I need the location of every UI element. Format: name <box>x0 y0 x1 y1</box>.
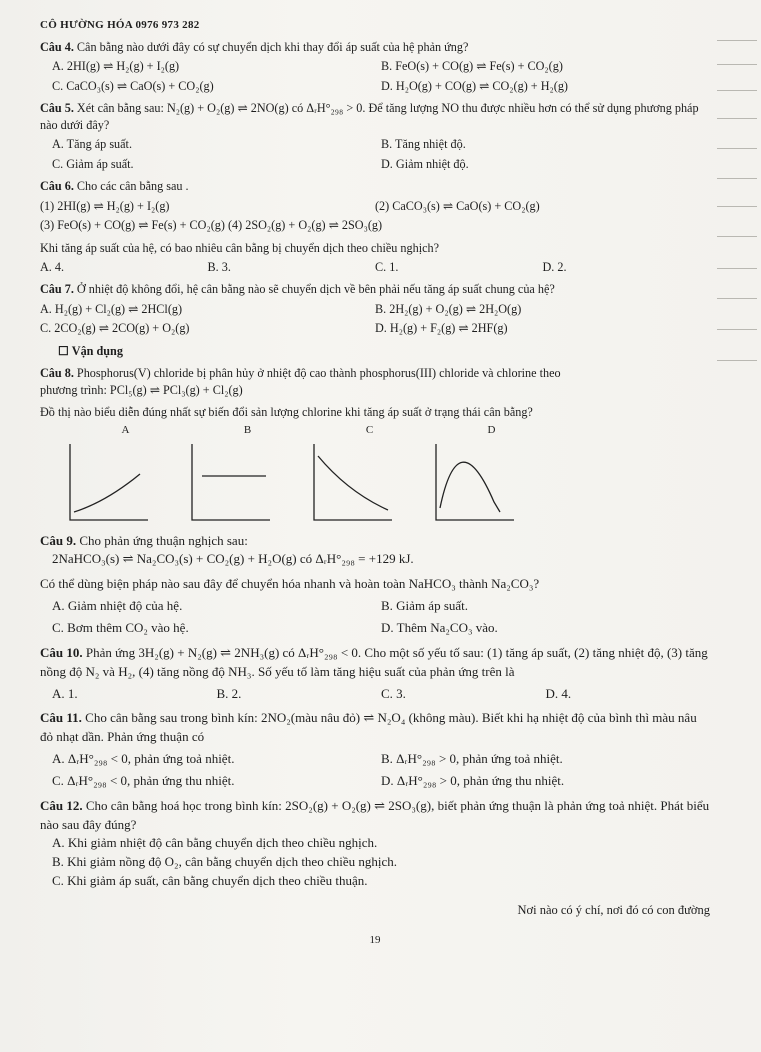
header-teacher: CÔ HƯỜNG HÓA 0976 973 282 <box>40 19 200 31</box>
question-5-options-row-2 <box>40 156 710 172</box>
question-7 <box>40 281 710 297</box>
question-text: Phosphorus(V) chloride bị phân hủy ở nhiệt độ cao thành phosphorus(III) chloride và chlorine theo <box>76 366 561 381</box>
question-10 <box>40 644 710 682</box>
option-d[interactable]: D. H₂(g) + F₂(g) ⇌ 2HF(g) <box>375 321 508 336</box>
option-c[interactable]: C. 2CO₂(g) ⇌ 2CO(g) + O₂(g) <box>40 321 190 336</box>
option-d[interactable]: D. 2. <box>542 260 567 274</box>
option-a[interactable]: A. 4. <box>40 260 65 274</box>
option-a[interactable]: A. Khi giảm nhiệt độ cân bằng chuyển dịch theo chiều nghịch. <box>52 835 378 851</box>
graph-a[interactable] <box>68 423 183 522</box>
question-text: Cho cân bằng hoá học trong bình kín: 2SO₂(g) + O₂(g) ⇌ 2SO₃(g), biết phản ứng thuận là phản ứng toả nhiệt. Phát biểu nào sau đây đúng? <box>40 797 710 832</box>
question-text: Ở nhiệt độ không đổi, hệ cân bằng nào sẽ chuyển dịch về bên phải nếu tăng áp suất chung của hệ? <box>76 282 555 297</box>
option-b[interactable]: B. 2H₂(g) + O₂(g) ⇌ 2H₂O(g) <box>375 301 522 316</box>
question-text: Cho các cân bằng sau . <box>76 179 189 194</box>
graph-label: C <box>365 423 374 436</box>
option-d[interactable]: D. ΔᵣH°₂₉₈ > 0, phản ứng thu nhiệt. <box>381 772 565 788</box>
option-b[interactable]: B. Khi giảm nồng độ O₂, cân bằng chuyển dịch theo chiều nghịch. <box>52 854 397 870</box>
document-content <box>40 18 710 949</box>
option-b[interactable]: B. 3. <box>207 260 231 274</box>
option-d[interactable]: D. Thêm Na₂CO₃ vào. <box>381 619 498 635</box>
question-8-equation: phương trình: PCl₅(g) ⇌ PCl₃(g) + Cl₂(g) <box>40 382 243 397</box>
question-4 <box>40 39 710 55</box>
question-7-options-row-1 <box>40 301 710 317</box>
option-a[interactable]: A. Tăng áp suất. <box>52 137 132 152</box>
graph-label: A <box>121 423 130 436</box>
option-a[interactable]: A. 1. <box>52 685 78 701</box>
section-heading <box>40 343 710 359</box>
option-c[interactable]: C. CaCO₃(s) ⇌ CaO(s) + CO₂(g) <box>52 78 214 93</box>
question-9-equation: 2NaHCO₃(s) ⇌ Na₂CO₃(s) + CO₂(g) + H₂O(g) có ΔᵣH°₂₉₈ = +129 kJ. <box>52 551 414 567</box>
question-7-options-row-2 <box>40 320 710 336</box>
option-c[interactable]: C. Bơm thêm CO₂ vào hệ. <box>52 619 189 635</box>
question-4-options-row-2 <box>40 78 710 94</box>
option-b[interactable]: B. Giảm áp suất. <box>381 598 469 614</box>
question-9-options-row-1 <box>40 597 710 616</box>
option-a[interactable]: A. 2HI(g) ⇌ H₂(g) + I₂(g) <box>52 59 180 74</box>
question-text: Cho cân bằng sau trong bình kín: 2NO₂(màu nâu đỏ) ⇌ N₂O₄ (không màu). Biết khi hạ nhiệt độ của bình thì màu nâu đỏ nhạt dần. Phản ứng thuận có <box>40 710 697 745</box>
question-number: Câu 6. <box>40 179 74 194</box>
question-9-prompt: Có thể dùng biện pháp nào sau đây để chuyển hóa nhanh và hoàn toàn NaHCO₃ thành Na₂CO₃? <box>40 576 540 592</box>
page-number: 19 <box>369 934 381 947</box>
question-6-equations-row-2 <box>40 217 710 233</box>
graph-b-plot <box>190 442 272 522</box>
option-a[interactable]: A. ΔᵣH°₂₉₈ < 0, phản ứng toả nhiệt. <box>52 751 235 767</box>
question-12 <box>40 797 710 835</box>
question-text: Cân bằng nào dưới đây có sự chuyển dịch khi thay đổi áp suất của hệ phản ứng? <box>76 39 469 54</box>
option-c[interactable]: C. 3. <box>381 685 406 701</box>
question-number: Câu 5. <box>40 101 74 116</box>
question-text: Cho phản ứng thuận nghịch sau: <box>79 532 248 548</box>
equation-2: (2) CaCO₃(s) ⇌ CaO(s) + CO₂(g) <box>375 198 540 213</box>
option-b[interactable]: B. ΔᵣH°₂₉₈ > 0, phản ứng toả nhiệt. <box>381 751 563 767</box>
question-11-options-row-1 <box>40 750 710 769</box>
question-text: Phản ứng 3H₂(g) + N₂(g) ⇌ 2NH₃(g) có ΔᵣH°₂₉₈ < 0. Cho một số yếu tố sau: (1) tăng áp suất, (2) tăng nhiệt độ, (3) tăng nồng độ N₂ và H₂, (4) tăng nồng độ NH₃. Số yếu tố làm tăng hiệu suất của phản ứng trên là <box>40 644 708 679</box>
question-6-equations-row-1 <box>40 198 710 214</box>
option-b[interactable]: B. 2. <box>216 685 242 701</box>
question-4-options-row-1 <box>40 58 710 74</box>
question-5-options-row-1 <box>40 136 710 152</box>
question-6-prompt: Khi tăng áp suất của hệ, có bao nhiêu cân bằng bị chuyển dịch theo chiều nghịch? <box>40 240 440 255</box>
graph-options <box>68 423 710 522</box>
graph-d[interactable] <box>434 423 549 522</box>
question-6 <box>40 178 710 194</box>
option-b[interactable]: B. Tăng nhiệt độ. <box>381 137 466 152</box>
question-9 <box>40 532 710 551</box>
question-number: Câu 8. <box>40 366 74 381</box>
question-11-options-row-2 <box>40 772 710 791</box>
margin-lines <box>711 0 761 1052</box>
question-text: Xét cân bằng sau: N₂(g) + O₂(g) ⇌ 2NO(g) có ΔᵣH°₂₉₈ > 0. Để tăng lượng NO thu được nhiều hơn có thể sử dụng phương pháp nào dưới đây? <box>40 101 699 132</box>
option-d[interactable]: D. H₂O(g) + CO(g) ⇌ CO₂(g) + H₂(g) <box>381 78 568 93</box>
option-a[interactable]: A. H₂(g) + Cl₂(g) ⇌ 2HCl(g) <box>40 301 183 316</box>
question-10-options <box>40 685 710 704</box>
footer-motto: Nơi nào có ý chí, nơi đó có con đường <box>517 902 710 917</box>
question-number: Câu 9. <box>40 532 77 548</box>
graph-c[interactable] <box>312 423 427 522</box>
equation-1: (1) 2HI(g) ⇌ H₂(g) + I₂(g) <box>40 198 170 213</box>
graph-label: B <box>243 423 252 436</box>
graph-a-plot <box>68 442 150 522</box>
option-a[interactable]: A. Giảm nhiệt độ của hệ. <box>52 598 183 614</box>
option-b[interactable]: B. FeO(s) + CO(g) ⇌ Fe(s) + CO₂(g) <box>381 59 563 74</box>
question-8-prompt: Đồ thị nào biểu diễn đúng nhất sự biến đổi sản lượng chlorine khi tăng áp suất ở trạng thái cân bằng? <box>40 405 533 420</box>
question-number: Câu 4. <box>40 39 74 54</box>
section-title: Vận dụng <box>71 343 123 358</box>
graph-label: D <box>487 423 496 436</box>
question-8 <box>40 365 710 381</box>
option-c[interactable]: C. Giảm áp suất. <box>52 156 134 171</box>
question-5 <box>40 100 710 133</box>
question-number: Câu 12. <box>40 797 83 813</box>
equation-3-4: (3) FeO(s) + CO(g) ⇌ Fe(s) + CO₂(g) (4) 2SO₂(g) + O₂(g) ⇌ 2SO₃(g) <box>40 218 383 233</box>
question-6-options <box>40 259 710 275</box>
checkbox-icon: ☐ <box>58 343 69 358</box>
question-number: Câu 7. <box>40 282 74 297</box>
option-d[interactable]: D. 4. <box>545 685 572 701</box>
question-number: Câu 10. <box>40 644 83 660</box>
graph-c-plot <box>312 442 394 522</box>
option-d[interactable]: D. Giảm nhiệt độ. <box>381 156 469 171</box>
question-9-options-row-2 <box>40 619 710 638</box>
option-c[interactable]: C. ΔᵣH°₂₉₈ < 0, phản ứng thu nhiệt. <box>52 772 235 788</box>
question-11 <box>40 709 710 747</box>
graph-b[interactable] <box>190 423 305 522</box>
option-c[interactable]: C. 1. <box>375 260 399 274</box>
question-number: Câu 11. <box>40 710 82 726</box>
graph-d-plot <box>434 442 516 522</box>
option-c[interactable]: C. Khi giảm áp suất, cân bằng chuyển dịch theo chiều thuận. <box>52 873 368 889</box>
